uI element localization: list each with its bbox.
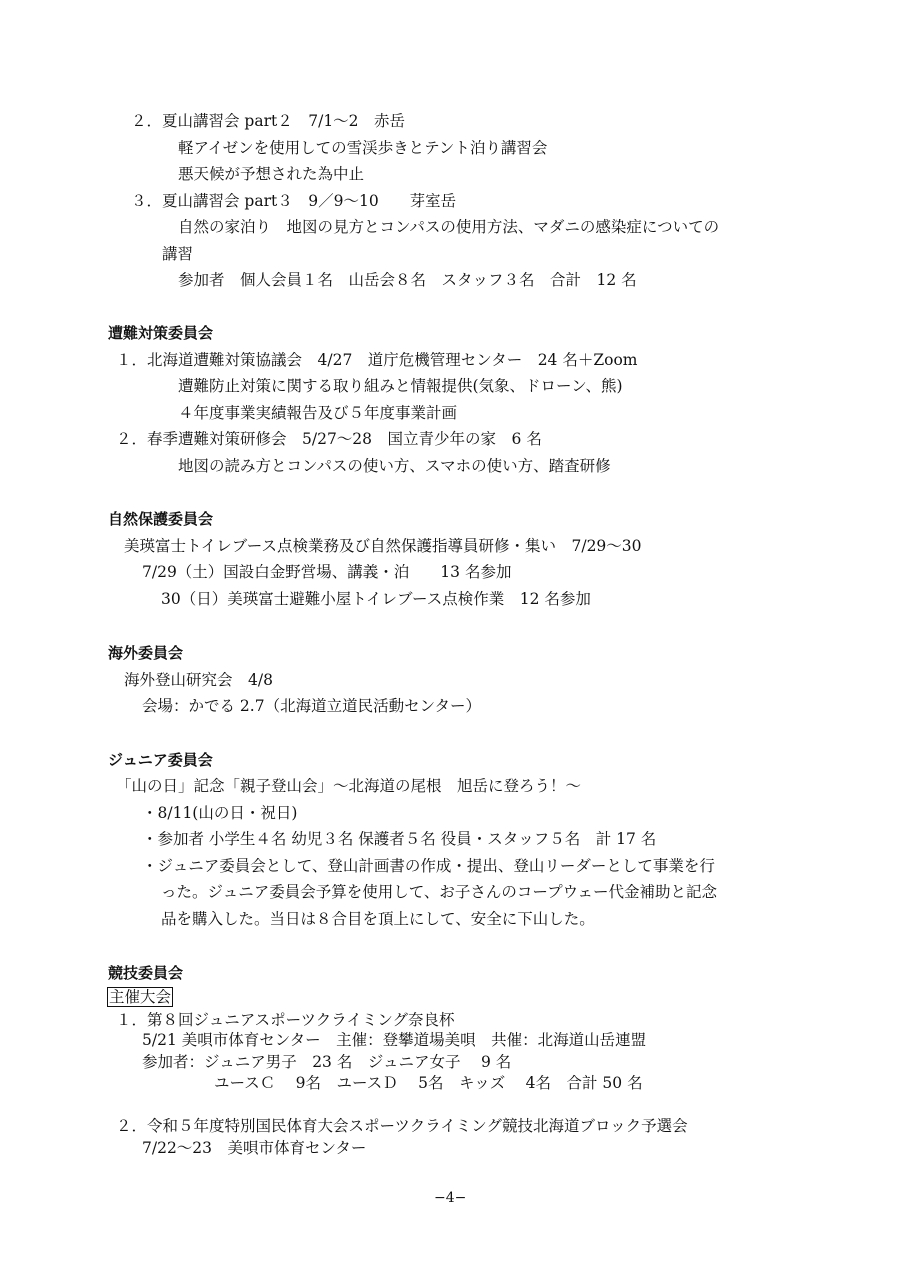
list-item: ・参加者 小学生４名 幼児３名 保護者５名 役員・スタッフ５名 計 17 名 bbox=[142, 830, 657, 848]
text-line: ２．令和５年度特別国民体育大会スポーツクライミング競技北海道ブロック予選会 bbox=[116, 1117, 688, 1135]
text-line: った。ジュニア委員会予算を使用して、お子さんのコープウェー代金補助と記念 bbox=[161, 883, 717, 901]
text-line: 地図の読み方とコンパスの使い方、スマホの使い方、踏査研修 bbox=[178, 457, 611, 475]
text-line: 7/22～23 美唄市体育センター bbox=[142, 1139, 367, 1157]
text-line: 会場：かでる 2.7（北海道立道民活動センター） bbox=[142, 697, 481, 715]
text-line: 悪天候が予想された為中止 bbox=[178, 165, 365, 183]
text-line: １．北海道遭難対策協議会 4/27 道庁危機管理センター 24 名＋Zoom bbox=[116, 351, 638, 369]
text-line: 参加者：ジュニア男子 23 名 ジュニア女子 9 名 bbox=[142, 1053, 512, 1071]
text-line: 軽アイゼンを使用しての雪渓歩きとテント泊り講習会 bbox=[178, 139, 548, 157]
text-line: 講習 bbox=[162, 245, 194, 263]
text-line: 遭難防止対策に関する取り組みと情報提供(気象、ドローン、熊) bbox=[178, 377, 623, 395]
text-line: 7/29（土）国設白金野営場、講義・泊 13 名参加 bbox=[142, 563, 512, 581]
text-line: 5/21 美唄市体育センター 主催：登攀道場美唄 共催：北海道山岳連盟 bbox=[142, 1031, 647, 1049]
text-line: 美瑛富士トイレブース点検業務及び自然保護指導員研修・集い 7/29～30 bbox=[124, 537, 642, 555]
list-item: ・8/11(山の日・祝日) bbox=[142, 804, 298, 822]
section-heading: 遭難対策委員会 bbox=[108, 324, 214, 342]
list-item: ・ジュニア委員会として、登山計画書の作成・提出、登山リーダーとして事業を行 bbox=[142, 857, 715, 875]
section-heading: ジュニア委員会 bbox=[108, 751, 213, 769]
section-heading: 自然保護委員会 bbox=[108, 510, 214, 528]
text-line: ３．夏山講習会 part３ 9／9～10 芽室岳 bbox=[131, 192, 457, 210]
boxed-label: 主催大会 bbox=[109, 988, 172, 1006]
text-line: ４年度事業実績報告及び５年度事業計画 bbox=[178, 404, 458, 422]
text-line: 海外登山研究会 4/8 bbox=[124, 671, 273, 689]
text-line: ２．春季遭難対策研修会 5/27～28 国立青少年の家 6 名 bbox=[116, 430, 542, 448]
page-number: −4− bbox=[434, 1190, 467, 1206]
text-line: ２．夏山講習会 part２ 7/1～2 赤岳 bbox=[131, 112, 406, 130]
text-line: 品を購入した。当日は８合目を頂上にして、安全に下山した。 bbox=[161, 910, 595, 928]
section-heading: 競技委員会 bbox=[108, 964, 184, 982]
section-heading: 海外委員会 bbox=[108, 644, 184, 662]
text-line: 参加者 個人会員１名 山岳会８名 スタッフ３名 合計 12 名 bbox=[178, 271, 637, 289]
text-line: 30（日）美瑛富士避難小屋トイレブース点検作業 12 名参加 bbox=[161, 590, 591, 608]
text-line: 自然の家泊り 地図の見方とコンパスの使用方法、マダニの感染症についての bbox=[178, 218, 720, 236]
text-line: １．第８回ジュニアスポーツクライミング奈良杯 bbox=[116, 1011, 455, 1029]
text-line: 「山の日」記念「親子登山会」～北海道の尾根 旭岳に登ろう！～ bbox=[116, 777, 582, 795]
text-line: ユースＣ 9名 ユースＤ 5名 キッズ 4名 合計 50 名 bbox=[214, 1074, 643, 1092]
